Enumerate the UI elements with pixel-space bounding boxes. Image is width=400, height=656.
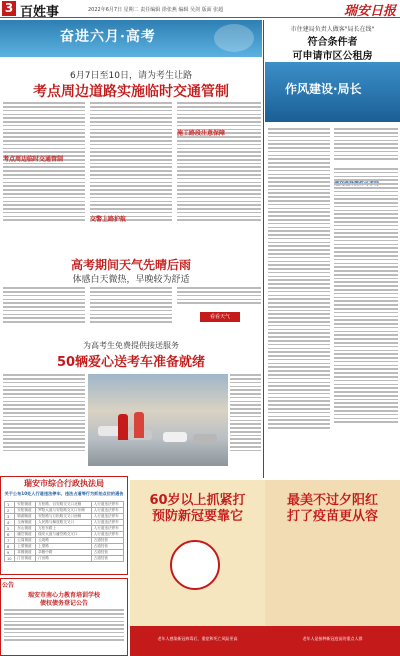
notice-table-cell: 人行道违法停车: [91, 508, 123, 514]
article2-headline: 高考期间天气先晴后雨: [70, 258, 191, 272]
photo-person: [134, 412, 144, 438]
vaccine-ad-red-title-1: 60岁以上抓紧打: [149, 493, 246, 508]
article1-subhead-b: 交警上路护航: [90, 216, 127, 223]
weather-badge: 看看天气: [200, 312, 240, 322]
article3-kicker: 为高考生免费提供接送服务: [83, 341, 179, 350]
notice-table-cell: 10: [5, 556, 15, 562]
article2-body-col2: [90, 285, 172, 333]
right-column-body-1: [268, 126, 330, 476]
notice-table-cell: 人行道违法停车: [91, 520, 123, 526]
notice-table-cell: 潘岱街道: [15, 532, 36, 538]
article1-subhead-a: 考点周边临时交通管制: [3, 156, 64, 163]
notice-table-cell: 人行道违法停车: [91, 514, 123, 520]
notice-table-cell: 3: [5, 514, 15, 520]
notice-table-cell: 东山街道: [15, 526, 36, 532]
article1-subhead-c: 施工路段注意保障: [177, 130, 226, 137]
notice-table-row: [5, 556, 124, 562]
notice-table-cell: 瑞安大道与潘岱路交叉口: [36, 532, 92, 538]
notice-table-cell: 罗阳大道与安阳路交叉口东侧: [36, 508, 92, 514]
vaccine-ad-red-footer: 老年人感染新冠病毒后，重症和死亡风险更高: [157, 636, 238, 641]
article3-body-col1: [3, 372, 85, 472]
notice-table-cell: 8: [5, 544, 15, 550]
notice-table-row: [5, 514, 124, 520]
notice-table-cell: 4: [5, 520, 15, 526]
notice-table-cell: 人行道违法停车: [91, 532, 123, 538]
notice-table-cell: 1: [5, 502, 15, 508]
notice-table-cell: 人行道违法停车: [91, 502, 123, 508]
banner-text: 奋进六月·高考: [60, 29, 156, 45]
notice-table-row: [5, 520, 124, 526]
notice-table-cell: 占道经营: [91, 538, 123, 544]
notice-table-cell: 锦湖街道: [15, 514, 36, 520]
volunteer-cars-photo: [88, 374, 228, 466]
section-name: 百姓事: [20, 5, 60, 20]
notice-subtitle: 关于公布10处人行道违法停车、违法占道等行为抓拍点位的通告: [4, 491, 124, 496]
notice-table-row: [5, 532, 124, 538]
masthead: [0, 0, 400, 18]
right-column-headline-2: 可申请市区公租房: [292, 51, 373, 62]
column-rule: [263, 20, 264, 478]
notice-table-cell: 占道经营: [91, 544, 123, 550]
vaccine-ad-elderly-footer: 老年人是接种新冠疫苗的重点人群: [302, 636, 363, 641]
notice-table-cell: 2: [5, 508, 15, 514]
article3-body-col3: [230, 372, 261, 472]
notice-table-cell: 6: [5, 532, 15, 538]
issue-info: 2022年6月7日 星期二 责任编辑 徐张燕 编辑 吴剑 版面 张超: [88, 7, 224, 13]
notice-table-cell: 人行道违法停车: [91, 526, 123, 532]
article3-headline: 50辆爱心送考车准备就绪: [56, 355, 206, 370]
bottom-left-tag: 公告: [2, 582, 15, 589]
feature-banner: [0, 20, 262, 57]
notice-table-cell: 安阳路与万松路交叉口西侧: [36, 514, 92, 520]
paper-logo: 瑞安日报: [343, 4, 396, 19]
notice-table-cell: 7: [5, 538, 15, 544]
notice-table: [4, 501, 124, 562]
photo-car: [163, 432, 187, 442]
notice-title: 瑞安市综合行政执法局: [24, 479, 104, 488]
right-column-headline-1: 符合条件者: [307, 37, 358, 48]
notice-table-row: [5, 502, 124, 508]
notice-table-cell: 上望路: [36, 544, 92, 550]
photo-person: [118, 414, 128, 440]
notice-table-cell: 占道经营: [91, 550, 123, 556]
article2-body-col1: [3, 285, 85, 333]
notice-table-cell: 万松东路上: [36, 526, 92, 532]
vaccine-ad-elderly-title-1: 最美不过夕阳红: [286, 493, 378, 508]
notice-table-cell: 汀田路: [36, 556, 92, 562]
right-column-banner-text: 作风建设·局长: [285, 82, 362, 96]
page-number: 3: [2, 1, 16, 16]
vaccine-ad-elderly-title-2: 打了疫苗更从容: [286, 509, 378, 524]
right-column-body-2: [334, 126, 398, 476]
vaccine-shield-icon: [170, 540, 220, 590]
vaccine-ad-red-title-2: 预防新冠要靠它: [151, 509, 243, 524]
notice-table-cell: 占道经营: [91, 556, 123, 562]
notice-table-cell: 安阳街道: [15, 502, 36, 508]
article1-body-col3: [177, 100, 261, 252]
notice-table-cell: 人民路与解放路交叉口: [36, 520, 92, 526]
article1-body-col1: [3, 100, 85, 252]
article2-body-col3: [177, 285, 261, 311]
notice-table-row: [5, 508, 124, 514]
photo-car: [193, 434, 217, 444]
notice-table-cell: 莘塍中路: [36, 550, 92, 556]
right-column-kicker: 市住建局负责人做客"局长在线": [290, 26, 375, 33]
notice-table-cell: 汀田街道: [15, 556, 36, 562]
banner-decoration: [214, 24, 254, 52]
notice-table-cell: 云周路: [36, 538, 92, 544]
notice-table-cell: 5: [5, 526, 15, 532]
notice-table-cell: 莘塍街道: [15, 550, 36, 556]
article2-subheadline: 体感白天微热，早晚较为舒适: [72, 275, 190, 285]
bottom-left-notice-subtitle: 债权债务登记公告: [39, 600, 88, 607]
notice-table-cell: 云周街道: [15, 538, 36, 544]
article1-kicker: 6月7日至10日，请为考生让路: [70, 71, 192, 81]
notice-table-cell: 9: [5, 550, 15, 556]
notice-table-cell: 安阳街道: [15, 508, 36, 514]
bottom-left-notice-title: 瑞安市南心力教育培训学校: [27, 592, 100, 599]
bottom-left-notice-body: [4, 607, 124, 653]
article1-body-col2: [90, 100, 172, 252]
notice-table-cell: 玉海街道: [15, 520, 36, 526]
article1-headline: 考点周边道路实施临时交通管制: [33, 84, 229, 100]
notice-table-cell: 上望街道: [15, 544, 36, 550]
notice-table-cell: 万松路、百安路交叉口北侧: [36, 502, 92, 508]
